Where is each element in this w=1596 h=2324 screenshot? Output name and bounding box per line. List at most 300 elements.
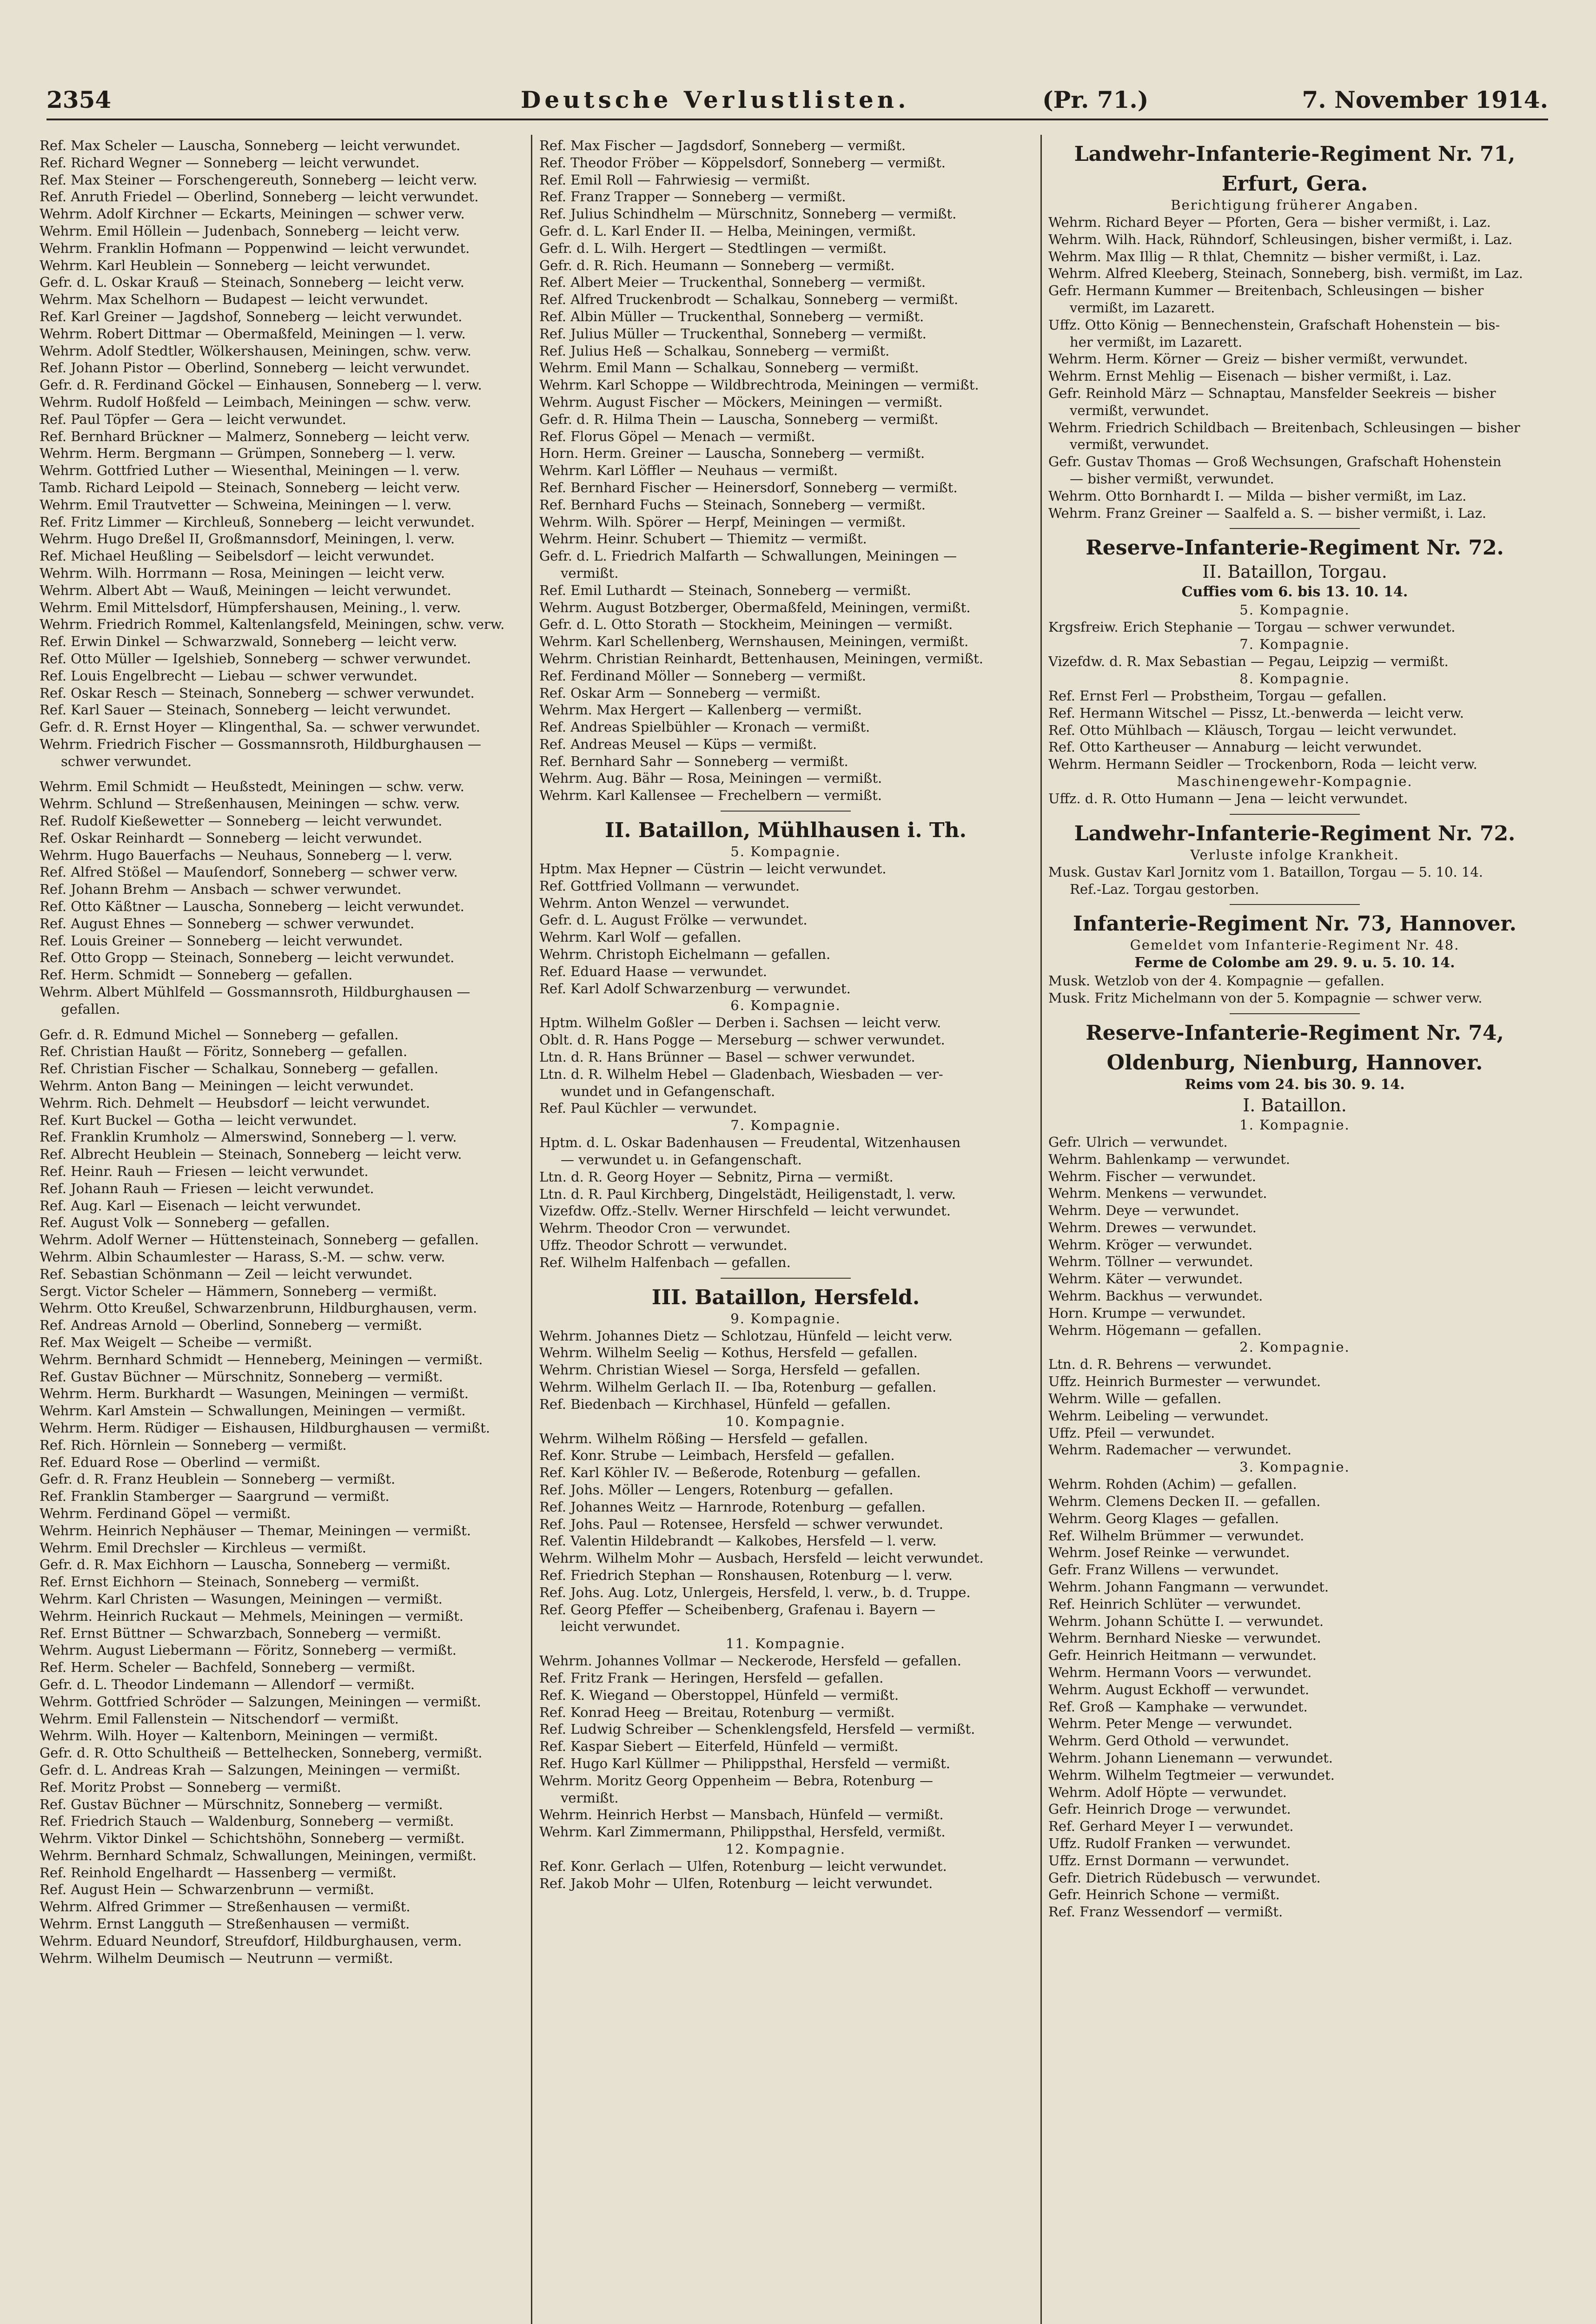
list-entry: Gefr. d. R. Max Eichhorn — Lauscha, Sonneberg — vermißt. bbox=[40, 1557, 451, 1573]
list-entry: Wehrm. Karl Schoppe — Wildbrechtroda, Meiningen — vermißt. bbox=[539, 377, 979, 393]
list-entry: Ref. Karl Greiner — Jagdshof, Sonneberg — leicht verwundet. bbox=[40, 308, 463, 324]
list-entry: Gefr. Dietrich Rüdebusch — verwundet. bbox=[1048, 1869, 1321, 1886]
list-entry: Ref. Rudolf Kießewetter — Sonneberg — leicht verwundet. bbox=[40, 813, 443, 829]
list-entry: Uffz. Heinrich Burmester — verwundet. bbox=[1048, 1373, 1321, 1390]
list-entry: Gefr. d. R. Hilma Thein — Lauscha, Sonneberg — vermißt. bbox=[539, 411, 939, 427]
list-entry: Wehrm. Georg Klages — gefallen. bbox=[1048, 1510, 1279, 1526]
list-entry: Ref. Johs. Möller — Lengers, Rotenburg — gefallen. bbox=[539, 1481, 894, 1498]
list-entry: Ref. Wilhelm Brümmer — verwundet. bbox=[1048, 1527, 1305, 1544]
list-entry: Wehrm. Rohden (Achim) — gefallen. bbox=[1048, 1476, 1297, 1492]
list-entry-continuation: gefallen. bbox=[61, 1001, 120, 1017]
list-entry: Ref. Franz Wessendorf — vermißt. bbox=[1048, 1904, 1283, 1920]
company-heading: 7. Kompagnie. bbox=[1239, 636, 1350, 653]
list-entry: Ref. Johann Pistor — Oberlind, Sonneberg — leicht verwundet. bbox=[40, 360, 470, 376]
list-entry: Ref. Gottfried Vollmann — verwundet. bbox=[539, 878, 800, 894]
list-entry-continuation: schwer verwundet. bbox=[61, 753, 192, 769]
list-entry: Ref. Theodor Fröber — Köppelsdorf, Sonneberg — vermißt. bbox=[539, 154, 946, 171]
list-entry: Wehrm. Heinr. Schubert — Thiemitz — vermißt. bbox=[539, 531, 867, 547]
list-entry: Ref. Christian Haußt — Föritz, Sonneberg — gefallen. bbox=[40, 1043, 408, 1060]
list-entry: Wehrm. Menkens — verwundet. bbox=[1048, 1185, 1267, 1202]
list-entry: Wehrm. Wille — gefallen. bbox=[1048, 1391, 1222, 1407]
company-heading: Verluste infolge Krankheit. bbox=[1190, 846, 1399, 863]
company-heading: Gemeldet vom Infanterie-Regiment Nr. 48. bbox=[1130, 937, 1460, 953]
list-entry: Wehrm. Kröger — verwundet. bbox=[1048, 1236, 1253, 1253]
list-entry: Ref. Johs. Aug. Lotz, Unlergeis, Hersfeld, l. verw., b. d. Truppe. bbox=[539, 1584, 971, 1600]
list-entry: Wehrm. Clemens Decken II. — gefallen. bbox=[1048, 1493, 1321, 1510]
list-entry: Wehrm. Ernst Langguth — Streßenhausen — vermißt. bbox=[40, 1916, 410, 1932]
list-entry: Ref. Konr. Strube — Leimbach, Hersfeld — gefallen. bbox=[539, 1447, 895, 1464]
list-entry-continuation: leicht verwundet. bbox=[561, 1618, 681, 1635]
list-entry: Ref. Ernst Eichhorn — Steinach, Sonneberg — vermißt. bbox=[40, 1574, 420, 1590]
list-entry: Wehrm. Adolf Höpte — verwundet. bbox=[1048, 1784, 1287, 1800]
list-entry: Vizefdw. d. R. Max Sebastian — Pegau, Leipzig — vermißt. bbox=[1048, 654, 1449, 670]
list-entry: Wehrm. Christian Wiesel — Sorga, Hersfeld — gefallen. bbox=[539, 1362, 921, 1378]
list-entry: Wehrm. Wilhelm Deumisch — Neutrunn — vermißt. bbox=[40, 1950, 393, 1966]
list-entry: Ref. Friedrich Stephan — Ronshausen, Rotenburg — l. verw. bbox=[539, 1567, 953, 1583]
list-entry: Wehrm. August Botzberger, Obermaßfeld, Meiningen, vermißt. bbox=[539, 599, 971, 615]
list-entry: Ref. Julius Müller — Truckenthal, Sonneberg — vermißt. bbox=[539, 325, 927, 342]
list-entry: Wehrm. Wilh. Spörer — Herpf, Meiningen — vermißt. bbox=[539, 514, 906, 530]
list-entry: Wehrm. Backhus — verwundet. bbox=[1048, 1288, 1263, 1304]
list-entry: Wehrm. Franz Greiner — Saalfeld a. S. — bisher vermißt, i. Laz. bbox=[1048, 505, 1487, 521]
list-entry: Ref. Louis Engelbrecht — Liebau — schwer verwundet. bbox=[40, 667, 418, 684]
list-entry: Wehrm. Emil Höllein — Judenbach, Sonneberg — leicht verw. bbox=[40, 223, 460, 239]
list-entry: Vizefdw. Offz.-Stellv. Werner Hirschfeld — leicht verwundet. bbox=[539, 1203, 951, 1219]
list-entry: Wehrm. Max Hergert — Kallenberg — vermißt. bbox=[539, 702, 862, 718]
list-entry: Ref. Friedrich Stauch — Waldenburg, Sonneberg — vermißt. bbox=[40, 1813, 454, 1829]
page-header bbox=[46, 86, 1548, 120]
section-heading: II. Bataillon, Mühlhausen i. Th. bbox=[605, 819, 967, 843]
publication-date bbox=[1042, 86, 1548, 113]
list-entry: Wehrm. Gerd Othold — verwundet. bbox=[1048, 1733, 1290, 1749]
section-separator bbox=[1230, 528, 1360, 529]
list-entry: Wehrm. Alfred Grimmer — Streßenhausen — vermißt. bbox=[40, 1899, 411, 1915]
list-entry: Uffz. d. R. Otto Humann — Jena — leicht verwundet. bbox=[1048, 790, 1408, 806]
list-entry: Ref. Christian Fischer — Schalkau, Sonneberg — gefallen. bbox=[40, 1061, 438, 1077]
list-entry: Ref. Alfred Stößel — Mauſendorf, Sonneberg — schwer verw. bbox=[40, 864, 458, 880]
list-entry: Wehrm. Herm. Körner — Greiz — bisher vermißt, verwundet. bbox=[1048, 351, 1468, 367]
list-entry: Wehrm. Hermann Voors — verwundet. bbox=[1048, 1664, 1312, 1681]
list-entry: Wehrm. Emil Fallenstein — Nitschendorf — vermißt. bbox=[40, 1710, 399, 1727]
column-divider bbox=[1040, 135, 1042, 2324]
list-entry: Ref. Georg Pfeffer — Scheibenberg, Grafenau i. Bayern — bbox=[539, 1601, 935, 1618]
company-heading: 1. Kompagnie. bbox=[1239, 1116, 1350, 1133]
list-entry: Wehrm. Alfred Kleeberg, Steinach, Sonneberg, bish. vermißt, im Laz. bbox=[1048, 265, 1523, 282]
list-entry: Ref. Sebastian Schönmann — Zeil — leicht verwundet. bbox=[40, 1266, 413, 1282]
list-entry: Wehrm. Robert Dittmar — Obermaßfeld, Meiningen — l. verw. bbox=[40, 325, 466, 342]
list-entry: Wehrm. Karl Zimmermann, Philippsthal, Hersfeld, vermißt. bbox=[539, 1824, 946, 1840]
list-entry: Ref. Eduard Haase — verwundet. bbox=[539, 963, 768, 979]
list-entry: Ref. Emil Luthardt — Steinach, Sonneberg — vermißt. bbox=[539, 582, 911, 598]
list-entry: Ref. Julius Heß — Schalkau, Sonneberg — vermißt. bbox=[539, 343, 890, 359]
list-entry: Ref. Heinr. Rauh — Friesen — leicht verwundet. bbox=[40, 1163, 369, 1180]
company-heading: Maschinengewehr-Kompagnie. bbox=[1177, 773, 1413, 789]
section-separator bbox=[1230, 1013, 1360, 1014]
section-heading: Landwehr-Infanterie-Regiment Nr. 72. bbox=[1074, 821, 1516, 845]
list-entry: Ref. Albert Meier — Truckenthal, Sonneberg — vermißt. bbox=[539, 274, 926, 290]
list-entry: Gefr. d. R. Ernst Hoyer — Klingenthal, Sa. — schwer verwundet. bbox=[40, 719, 480, 735]
list-entry: Ref. Paul Küchler — verwundet. bbox=[539, 1100, 757, 1116]
column-2 bbox=[539, 137, 1032, 2324]
list-entry: Sergt. Victor Scheler — Hämmern, Sonneberg — vermißt. bbox=[40, 1283, 437, 1299]
list-entry: Wehrm. Wilhelm Mohr — Ausbach, Hersfeld — leicht verwundet. bbox=[539, 1550, 984, 1566]
list-entry: Wehrm. Karl Löffler — Neuhaus — vermißt. bbox=[539, 462, 838, 479]
list-entry: Ref. Konrad Heeg — Breitau, Rotenburg — vermißt. bbox=[539, 1704, 895, 1720]
company-heading: 7. Kompagnie. bbox=[730, 1117, 841, 1134]
list-entry: Wehrm. Herm. Burkhardt — Wasungen, Meiningen — vermißt. bbox=[40, 1386, 469, 1402]
list-entry: Wehrm. Friedrich Fischer — Gossmannsroth, Hildburghausen — bbox=[40, 736, 482, 752]
section-heading: Landwehr-Infanterie-Regiment Nr. 71, bbox=[1074, 142, 1516, 166]
list-entry: Ref. Andreas Spielbühler — Kronach — vermißt. bbox=[539, 719, 870, 735]
list-entry: Wehrm. Hugo Bauerfachs — Neuhaus, Sonneberg — l. verw. bbox=[40, 847, 453, 863]
section-heading: Infanterie-Regiment Nr. 73, Hannover. bbox=[1073, 912, 1517, 936]
list-entry: Wehrm. Bahlenkamp — verwundet. bbox=[1048, 1151, 1291, 1167]
column-1 bbox=[40, 137, 523, 2324]
company-heading: 12. Kompagnie. bbox=[726, 1841, 846, 1857]
list-entry: Gefr. d. L. Oskar Krauß — Steinach, Sonneberg — leicht verw. bbox=[40, 274, 464, 290]
list-entry: Ref. Gerhard Meyer I — verwundet. bbox=[1048, 1818, 1294, 1835]
list-entry: Wehrm. Franklin Hofmann — Poppenwind — leicht verwundet. bbox=[40, 240, 470, 256]
column-divider bbox=[531, 135, 532, 2324]
list-entry: Ref. Gustav Büchner — Mürschnitz, Sonneberg — vermißt. bbox=[40, 1796, 443, 1812]
list-entry: Ref. Johann Rauh — Friesen — leicht verwundet. bbox=[40, 1180, 374, 1196]
list-entry: Wehrm. Karl Kallensee — Frechelbern — vermißt. bbox=[539, 787, 882, 804]
list-entry: Ref. Ernst Büttner — Schwarzbach, Sonneberg — vermißt. bbox=[40, 1625, 442, 1641]
list-entry: Ref. Johann Brehm — Ansbach — schwer verwundet. bbox=[40, 881, 402, 898]
list-entry: Wehrm. Töllner — verwundet. bbox=[1048, 1254, 1253, 1270]
list-entry: Wehrm. Adolf Kirchner — Eckarts, Meiningen — schwer verw. bbox=[40, 206, 465, 222]
list-entry: Musk. Fritz Michelmann von der 5. Kompagnie — schwer verw. bbox=[1048, 990, 1483, 1006]
section-separator bbox=[721, 811, 851, 812]
list-entry: Wehrm. Emil Mittelsdorf, Hümpfershausen, Meining., l. verw. bbox=[40, 599, 461, 615]
list-entry: Ref. Heinrich Schlüter — verwundet. bbox=[1048, 1596, 1301, 1612]
list-entry-continuation: vermißt, verwundet. bbox=[1070, 436, 1209, 453]
list-entry: Horn. Krumpe — verwundet. bbox=[1048, 1305, 1246, 1321]
list-entry-continuation: vermißt. bbox=[561, 1789, 619, 1806]
date-range: Cuffies vom 6. bis 13. 10. 14. bbox=[1181, 584, 1408, 601]
list-entry: Oblt. d. R. Hans Pogge — Merseburg — schwer verwundet. bbox=[539, 1032, 945, 1048]
list-entry: Ref. Oskar Arm — Sonneberg — vermißt. bbox=[539, 685, 821, 701]
list-entry: Ref. Karl Adolf Schwarzenburg — verwundet. bbox=[539, 980, 851, 997]
list-entry: Ref. Louis Greiner — Sonneberg — leicht verwundet. bbox=[40, 932, 403, 949]
date-range: Reims vom 24. bis 30. 9. 14. bbox=[1185, 1076, 1405, 1093]
list-entry: Gefr. d. L. Friedrich Malfarth — Schwallungen, Meiningen — bbox=[539, 548, 957, 564]
list-entry: Uffz. Pfeil — verwundet. bbox=[1048, 1425, 1215, 1441]
list-entry: Ref. Max Scheler — Lauscha, Sonneberg — leicht verwundet. bbox=[40, 138, 461, 153]
list-entry: Wehrm. Heinrich Ruckaut — Mehmels, Meiningen — vermißt. bbox=[40, 1608, 464, 1624]
list-entry: Ref. Fritz Frank — Heringen, Hersfeld — gefallen. bbox=[539, 1670, 884, 1686]
list-entry: Wehrm. Wilh. Horrmann — Rosa, Meiningen — leicht verw. bbox=[40, 565, 445, 581]
list-entry-continuation: — verwundet u. in Gefangenschaft. bbox=[561, 1152, 802, 1168]
list-entry: Hptm. d. L. Oskar Badenhausen — Freudental, Witzenhausen bbox=[539, 1135, 961, 1151]
list-entry: Wehrm. Bernhard Nieske — verwundet. bbox=[1048, 1630, 1321, 1646]
list-entry: Ref. Oskar Resch — Steinach, Sonneberg — schwer verwundet. bbox=[40, 685, 475, 701]
list-entry: Wehrm. Gottfried Luther — Wiesenthal, Meiningen — l. verw. bbox=[40, 462, 460, 479]
list-entry: Wehrm. Karl Amstein — Schwallungen, Meiningen — vermißt. bbox=[40, 1403, 466, 1419]
list-entry: Wehrm. Wilh. Hoyer — Kaltenborn, Meiningen — vermißt. bbox=[40, 1728, 438, 1744]
list-entry: Wehrm. August Liebermann — Föritz, Sonneberg — vermißt. bbox=[40, 1642, 457, 1658]
issue-number: (Pr. 71.) bbox=[1042, 86, 1149, 113]
list-entry: Gefr. Ulrich — verwundet. bbox=[1048, 1134, 1228, 1150]
company-heading: 9. Kompagnie. bbox=[730, 1310, 841, 1327]
list-entry: Ref. Andreas Meusel — Küps — vermißt. bbox=[539, 736, 817, 752]
list-entry: Wehrm. Johann Lienemann — verwundet. bbox=[1048, 1750, 1333, 1766]
list-entry: Wehrm. Friedrich Schildbach — Breitenbach, Schleusingen — bisher bbox=[1048, 419, 1520, 436]
list-entry: Gefr. d. L. Theodor Lindemann — Allendorf — vermißt. bbox=[40, 1676, 415, 1692]
list-entry: Ref. August Hein — Schwarzenbrunn — vermißt. bbox=[40, 1882, 374, 1898]
list-entry: Wehrm. Wilh. Hack, Rühndorf, Schleusingen, bisher vermißt, i. Laz. bbox=[1048, 231, 1513, 247]
list-entry: Gefr. d. R. Ferdinand Göckel — Einhausen, Sonneberg — l. verw. bbox=[40, 377, 482, 393]
list-entry: Ltn. d. R. Hans Brünner — Basel — schwer verwundet. bbox=[539, 1049, 915, 1065]
list-entry-continuation: vermißt, verwundet. bbox=[1070, 402, 1209, 418]
list-entry: Wehrm. Heinrich Herbst — Mansbach, Hünfeld — vermißt. bbox=[539, 1807, 944, 1823]
date-range: Ferme de Colombe am 29. 9. u. 5. 10. 14. bbox=[1134, 955, 1455, 971]
list-entry: Wehrm. Käter — verwundet. bbox=[1048, 1271, 1243, 1287]
list-entry: Ref. Hermann Witschel — Pissz, Lt.-benwerda — leicht verw. bbox=[1048, 705, 1464, 721]
section-heading: III. Bataillon, Hersfeld. bbox=[651, 1285, 920, 1309]
list-entry: Ref. Moritz Probst — Sonneberg — vermißt. bbox=[40, 1779, 341, 1795]
spacer bbox=[40, 1018, 523, 1026]
list-entry: Ref. Ernst Ferl — Probstheim, Torgau — gefallen. bbox=[1048, 687, 1387, 704]
list-entry: Wehrm. Otto Kreußel, Schwarzenbrunn, Hildburghausen, verm. bbox=[40, 1300, 477, 1316]
list-entry: Wehrm. Eduard Neundorf, Streufdorf, Hildburghausen, verm. bbox=[40, 1933, 462, 1949]
list-entry: Ref. Johs. Paul — Rotensee, Hersfeld — schwer verwundet. bbox=[539, 1516, 943, 1532]
list-entry: Hptm. Max Hepner — Cüstrin — leicht verwundet. bbox=[539, 861, 887, 877]
list-entry: Ref. K. Wiegand — Oberstoppel, Hünfeld — vermißt. bbox=[539, 1687, 899, 1703]
list-entry-continuation: Ref.-Laz. Torgau gestorben. bbox=[1070, 881, 1259, 897]
list-entry: Wehrm. Peter Menge — verwundet. bbox=[1048, 1716, 1293, 1732]
list-entry: Wehrm. Rademacher — verwundet. bbox=[1048, 1442, 1291, 1458]
list-entry: Ltn. d. R. Georg Hoyer — Sebnitz, Pirna — vermißt. bbox=[539, 1169, 894, 1185]
list-entry: Ref. Albrecht Heublein — Steinach, Sonneberg — leicht verw. bbox=[40, 1146, 462, 1162]
list-entry: Horn. Herm. Greiner — Lauscha, Sonneberg — vermißt. bbox=[539, 445, 925, 462]
list-entry: Gefr. Franz Willens — verwundet. bbox=[1048, 1562, 1279, 1578]
list-entry: Wehrm. August Fischer — Möckers, Meiningen — vermißt. bbox=[539, 394, 943, 410]
list-entry: Ref. Florus Göpel — Menach — vermißt. bbox=[539, 428, 815, 444]
list-entry: Ref. Kurt Buckel — Gotha — leicht verwundet. bbox=[40, 1112, 357, 1128]
list-entry: Wehrm. Heinrich Nephäuser — Themar, Meiningen — vermißt. bbox=[40, 1522, 471, 1538]
company-heading: 8. Kompagnie. bbox=[1239, 670, 1350, 687]
list-entry: Ref. Alfred Truckenbrodt — Schalkau, Sonneberg — vermißt. bbox=[539, 291, 959, 308]
list-entry: Wehrm. Albert Mühlfeld — Gossmannsroth, Hildburghausen — bbox=[40, 984, 470, 1000]
list-entry: Wehrm. Emil Mann — Schalkau, Sonneberg — vermißt. bbox=[539, 360, 919, 376]
list-entry: Wehrm. Albin Schaumlester — Harass, S.-M. — schw. verw. bbox=[40, 1249, 445, 1265]
list-entry: Wehrm. Wilhelm Tegtmeier — verwundet. bbox=[1048, 1767, 1335, 1783]
list-entry: Ref. Valentin Hildebrandt — Kalkobes, Hersfeld — l. verw. bbox=[539, 1533, 937, 1549]
list-entry: Wehrm. Max Schelhorn — Budapest — leicht verwundet. bbox=[40, 291, 429, 308]
list-entry: Wehrm. Adolf Stedtler, Wölkershausen, Meiningen, schw. verw. bbox=[40, 343, 471, 359]
list-entry: Wehrm. Drewes — verwundet. bbox=[1048, 1219, 1257, 1235]
list-entry: Gefr. Reinhold März — Schnaptau, Mansfelder Seekreis — bisher bbox=[1048, 385, 1496, 401]
list-entry: Ref. Paul Töpfer — Gera — leicht verwundet. bbox=[40, 411, 346, 427]
list-entry: Wehrm. Herm. Bergmann — Grümpen, Sonneberg — l. verw. bbox=[40, 445, 456, 462]
list-entry: Ref. Otto Gropp — Steinach, Sonneberg — leicht verwundet. bbox=[40, 950, 455, 966]
list-entry: Gefr. Heinrich Schone — vermißt. bbox=[1048, 1887, 1280, 1903]
list-entry: Wehrm. Adolf Werner — Hüttensteinach, Sonneberg — gefallen. bbox=[40, 1232, 479, 1248]
list-entry: Wehrm. Viktor Dinkel — Schichtshöhn, Sonneberg — vermißt. bbox=[40, 1830, 465, 1847]
section-heading: Oldenburg, Nienburg, Hannover. bbox=[1106, 1050, 1483, 1075]
list-entry: Wehrm. Hugo Dreßel II, Großmannsdorf, Meiningen, l. verw. bbox=[40, 531, 455, 547]
list-entry: Ltn. d. R. Wilhelm Hebel — Gladenbach, Wiesbaden — ver- bbox=[539, 1066, 943, 1082]
list-entry: Wehrm. Christoph Eichelmann — gefallen. bbox=[539, 946, 831, 963]
list-entry: Ref. Ferdinand Möller — Sonneberg — vermißt. bbox=[539, 667, 866, 684]
list-entry: Ref. Eduard Rose — Oberlind — vermißt. bbox=[40, 1454, 321, 1470]
company-heading: 5. Kompagnie. bbox=[1239, 602, 1350, 618]
list-entry: Wehrm. Johann Fangmann — verwundet. bbox=[1048, 1579, 1329, 1595]
company-heading: 2. Kompagnie. bbox=[1239, 1339, 1350, 1355]
list-entry: Gefr. d. L. August Frölke — verwundet. bbox=[539, 912, 808, 928]
list-entry: Gefr. d. R. Rich. Heumann — Sonneberg — vermißt. bbox=[539, 257, 895, 273]
list-entry-continuation: vermißt, im Lazarett. bbox=[1070, 299, 1215, 316]
list-entry: Wehrm. Aug. Bähr — Rosa, Meiningen — vermißt. bbox=[539, 770, 882, 786]
list-entry: Ref. Reinhold Engelhardt — Hassenberg — vermißt. bbox=[40, 1864, 397, 1881]
list-entry: Ref. Gustav Büchner — Mürschnitz, Sonneberg — vermißt. bbox=[40, 1368, 443, 1385]
list-entry: Ref. Anruth Friedel — Oberlind, Sonneberg — leicht verwundet. bbox=[40, 189, 479, 205]
list-entry: Gefr. d. L. Wilh. Hergert — Stedtlingen — vermißt. bbox=[539, 240, 887, 256]
list-entry: Ref. Wilhelm Halfenbach — gefallen. bbox=[539, 1254, 791, 1270]
list-entry: Ref. Max Fischer — Jagdsdorf, Sonneberg — vermißt. bbox=[539, 138, 906, 153]
list-entry: Ltn. d. R. Behrens — verwundet. bbox=[1048, 1356, 1272, 1373]
list-entry: Wehrm. Gottfried Schröder — Salzungen, Meiningen — vermißt. bbox=[40, 1693, 481, 1710]
list-entry: Ref. Hugo Karl Küllmer — Philippsthal, Hersfeld — vermißt. bbox=[539, 1755, 951, 1771]
list-entry: Musk. Wetzlob von der 4. Kompagnie — gefallen. bbox=[1048, 973, 1384, 989]
list-entry: Gefr. Heinrich Heitmann — verwundet. bbox=[1048, 1647, 1317, 1664]
list-entry: Ref. Oskar Reinhardt — Sonneberg — leicht verwundet. bbox=[40, 830, 423, 846]
list-entry: Ref. Fritz Limmer — Kirchleuß, Sonneberg — leicht verwundet. bbox=[40, 514, 475, 530]
list-entry: Ref. Franz Trapper — Sonneberg — vermißt. bbox=[539, 189, 846, 205]
list-entry: Wehrm. Karl Schellenberg, Wernshausen, Meiningen, vermißt. bbox=[539, 634, 969, 650]
list-entry: Wehrm. Johann Schütte I. — verwundet. bbox=[1048, 1613, 1324, 1629]
company-heading: 10. Kompagnie. bbox=[726, 1413, 846, 1429]
list-entry-continuation: her vermißt, im Lazarett. bbox=[1070, 334, 1243, 350]
list-entry: Wehrm. Johannes Vollmar — Neckerode, Hersfeld — gefallen. bbox=[539, 1653, 961, 1669]
battalion-heading: II. Bataillon, Torgau. bbox=[1202, 561, 1387, 582]
section-separator bbox=[1230, 904, 1360, 905]
list-entry: Gefr. d. R. Edmund Michel — Sonneberg — gefallen. bbox=[40, 1026, 399, 1043]
column-3 bbox=[1048, 137, 1541, 2324]
list-entry: Wehrm. Emil Trautvetter — Schweina, Meiningen — l. verw. bbox=[40, 496, 452, 513]
list-entry: Uffz. Ernst Dormann — verwundet. bbox=[1048, 1852, 1290, 1868]
list-entry: Wehrm. Richard Beyer — Pforten, Gera — bisher vermißt, i. Laz. bbox=[1048, 214, 1491, 230]
list-entry: Ref. Jakob Mohr — Ulfen, Rotenburg — leicht verwundet. bbox=[539, 1875, 933, 1891]
list-entry: Wehrm. Högemann — gefallen. bbox=[1048, 1322, 1262, 1338]
list-entry: Ref. Bernhard Sahr — Sonneberg — vermißt. bbox=[539, 753, 848, 769]
list-entry: Ref. Emil Roll — Fahrwiesig — vermißt. bbox=[539, 172, 810, 188]
list-entry: Wehrm. Anton Bang — Meiningen — leicht verwundet. bbox=[40, 1078, 414, 1094]
list-entry: Wehrm. Ernst Mehlig — Eisenach — bisher vermißt, i. Laz. bbox=[1048, 368, 1452, 384]
list-entry: Ref. Max Steiner — Forschengereuth, Sonneberg — leicht verw. bbox=[40, 172, 477, 188]
publication-title: Deutsche Verlustlisten. bbox=[521, 86, 910, 113]
list-entry: Ref. Konr. Gerlach — Ulfen, Rotenburg — leicht verwundet. bbox=[539, 1858, 947, 1874]
list-entry: Wehrm. Karl Wolf — gefallen. bbox=[539, 929, 742, 945]
list-entry-continuation: — bisher vermißt, verwundet. bbox=[1070, 470, 1274, 487]
list-entry-continuation: vermißt. bbox=[561, 565, 619, 581]
company-heading: 11. Kompagnie. bbox=[726, 1636, 846, 1652]
list-entry: Ref. Julius Schindhelm — Mürschnitz, Sonneberg — vermißt. bbox=[539, 206, 957, 222]
list-entry: Uffz. Theodor Schrott — verwundet. bbox=[539, 1237, 788, 1254]
list-entry: Wehrm. Hermann Seidler — Trockenborn, Roda — leicht verw. bbox=[1048, 756, 1477, 772]
list-entry: Ref. Aug. Karl — Eisenach — leicht verwundet. bbox=[40, 1197, 361, 1214]
list-entry: Ref. Otto Müller — Igelshieb, Sonneberg — schwer verwundet. bbox=[40, 650, 471, 667]
list-entry: Ref. Bernhard Fischer — Heinersdorf, Sonneberg — vermißt. bbox=[539, 479, 958, 495]
list-entry: Wehrm. Johannes Dietz — Schlotzau, Hünfeld — leicht verw. bbox=[539, 1327, 953, 1344]
list-entry: Ref. Herm. Scheler — Bachfeld, Sonneberg — vermißt. bbox=[40, 1659, 416, 1676]
list-entry: Ref. Albin Müller — Truckenthal, Sonneberg — vermißt. bbox=[539, 308, 924, 324]
section-separator bbox=[1230, 814, 1360, 815]
company-heading: 5. Kompagnie. bbox=[730, 844, 841, 860]
list-entry: Wehrm. Ferdinand Göpel — vermißt. bbox=[40, 1505, 291, 1521]
list-entry: Ref. Andreas Arnold — Oberlind, Sonneberg — vermißt. bbox=[40, 1317, 423, 1334]
list-entry: Ref. Karl Sauer — Steinach, Sonneberg — leicht verwundet. bbox=[40, 702, 451, 718]
list-entry: Uffz. Rudolf Franken — verwundet. bbox=[1048, 1835, 1291, 1851]
list-entry: Wehrm. Emil Schmidt — Heußstedt, Meiningen — schw. verw. bbox=[40, 779, 464, 795]
list-entry: Wehrm. Theodor Cron — verwundet. bbox=[539, 1220, 791, 1236]
list-entry: Gefr. d. L. Karl Ender II. — Helba, Meiningen, vermißt. bbox=[539, 223, 916, 239]
list-entry: Wehrm. Deye — verwundet. bbox=[1048, 1202, 1239, 1219]
list-entry: Wehrm. Wilhelm Seelig — Kothus, Hersfeld — gefallen. bbox=[539, 1345, 918, 1361]
list-entry: Hptm. Wilhelm Goßler — Derben i. Sachsen — leicht verw. bbox=[539, 1015, 941, 1031]
list-entry: Gefr. d. L. Andreas Krah — Salzungen, Meiningen — vermißt. bbox=[40, 1762, 461, 1778]
section-heading: Reserve-Infanterie-Regiment Nr. 72. bbox=[1086, 536, 1504, 560]
list-entry: Wehrm. Friedrich Rommel, Kaltenlangsfeld, Meiningen, schw. verw. bbox=[40, 616, 505, 633]
battalion-heading: I. Bataillon. bbox=[1243, 1095, 1347, 1116]
list-entry: Gefr. Hermann Kummer — Breitenbach, Schleusingen — bisher bbox=[1048, 283, 1484, 299]
list-entry: Tamb. Richard Leipold — Steinach, Sonneberg — leicht verw. bbox=[40, 479, 461, 495]
list-entry: Gefr. d. R. Otto Schultheiß — Bettelhecken, Sonneberg, vermißt. bbox=[40, 1745, 483, 1761]
list-entry: Ref. Otto Kartheuser — Annaburg — leicht verwundet. bbox=[1048, 739, 1422, 755]
list-entry: Ltn. d. R. Paul Kirchberg, Dingelstädt, Heiligenstadt, l. verw. bbox=[539, 1186, 956, 1202]
list-entry: Ref. Biedenbach — Kirchhasel, Hünfeld — gefallen. bbox=[539, 1396, 891, 1412]
list-entry: Wehrm. Bernhard Schmidt — Henneberg, Meiningen — vermißt. bbox=[40, 1351, 483, 1367]
list-entry: Ref. Max Weigelt — Scheibe — vermißt. bbox=[40, 1334, 312, 1350]
list-entry: Ref. Kaspar Siebert — Eiterfeld, Hünfeld — vermißt. bbox=[539, 1738, 899, 1755]
list-entry: Ref. August Volk — Sonneberg — gefallen. bbox=[40, 1215, 330, 1231]
section-heading: Erfurt, Gera. bbox=[1221, 172, 1368, 196]
list-entry: Wehrm. Emil Drechsler — Kirchleus — vermißt. bbox=[40, 1539, 366, 1556]
list-entry: Wehrm. Rudolf Hoßfeld — Leimbach, Meiningen — schw. verw. bbox=[40, 394, 471, 410]
list-entry: Wehrm. Herm. Rüdiger — Eishausen, Hildburghausen — vermißt. bbox=[40, 1419, 490, 1436]
list-entry: Ref. August Ehnes — Sonneberg — schwer verwundet. bbox=[40, 915, 415, 931]
spacer bbox=[40, 770, 523, 778]
list-entry: Ref. Karl Köhler IV. — Beßerode, Rotenburg — gefallen. bbox=[539, 1465, 921, 1481]
list-entry: Wehrm. Josef Reinke — verwundet. bbox=[1048, 1545, 1290, 1561]
list-entry: Ref. Johannes Weitz — Harnrode, Rotenburg — gefallen. bbox=[539, 1499, 926, 1515]
list-entry: Wehrm. Albert Abt — Wauß, Meiningen — leicht verwundet. bbox=[40, 582, 451, 598]
date-text: 7. November 1914. bbox=[1302, 86, 1548, 113]
page-number: 2354 bbox=[46, 86, 112, 113]
list-entry: Wehrm. Anton Wenzel — verwundet. bbox=[539, 895, 790, 911]
list-entry: Gefr. Gustav Thomas — Groß Wechsungen, Grafschaft Hohenstein bbox=[1048, 454, 1502, 470]
list-entry: Ref. Ludwig Schreiber — Schenklengsfeld, Hersfeld — vermißt. bbox=[539, 1721, 975, 1737]
section-separator bbox=[721, 1278, 851, 1279]
list-entry: Wehrm. August Eckhoff — verwundet. bbox=[1048, 1681, 1310, 1697]
list-entry: Ref. Bernhard Fuchs — Steinach, Sonneberg — vermißt. bbox=[539, 496, 926, 513]
list-entry: Wehrm. Moritz Georg Oppenheim — Bebra, Rotenburg — bbox=[539, 1772, 934, 1789]
list-entry-continuation: wundet und in Gefangenschaft. bbox=[561, 1083, 775, 1099]
list-entry: Ref. Otto Käßtner — Lauscha, Sonneberg — leicht verwundet. bbox=[40, 898, 464, 915]
list-entry: Wehrm. Otto Bornhardt I. — Milda — bisher vermißt, im Laz. bbox=[1048, 488, 1467, 504]
list-entry: Ref. Richard Wegner — Sonneberg — leicht verwundet. bbox=[40, 154, 420, 171]
list-entry: Wehrm. Max Illig — R thlat, Chemnitz — bisher vermißt, i. Laz. bbox=[1048, 248, 1481, 264]
company-heading: 3. Kompagnie. bbox=[1239, 1459, 1350, 1475]
list-entry: Gefr. d. R. Franz Heublein — Sonneberg — vermißt. bbox=[40, 1471, 396, 1487]
section-heading: Reserve-Infanterie-Regiment Nr. 74, bbox=[1086, 1021, 1504, 1045]
list-entry: Musk. Gustav Karl Jornitz vom 1. Bataillon, Torgau — 5. 10. 14. bbox=[1048, 864, 1483, 880]
list-entry: Uffz. Otto König — Bennechenstein, Grafschaft Hohenstein — bis- bbox=[1048, 317, 1500, 333]
list-entry: Gefr. d. L. Otto Storath — Stockheim, Meiningen — vermißt. bbox=[539, 616, 953, 633]
list-entry: Ref. Franklin Stamberger — Saargrund — vermißt. bbox=[40, 1488, 390, 1505]
list-entry: Ref. Franklin Krumholz — Almerswind, Sonneberg — l. verw. bbox=[40, 1129, 457, 1145]
